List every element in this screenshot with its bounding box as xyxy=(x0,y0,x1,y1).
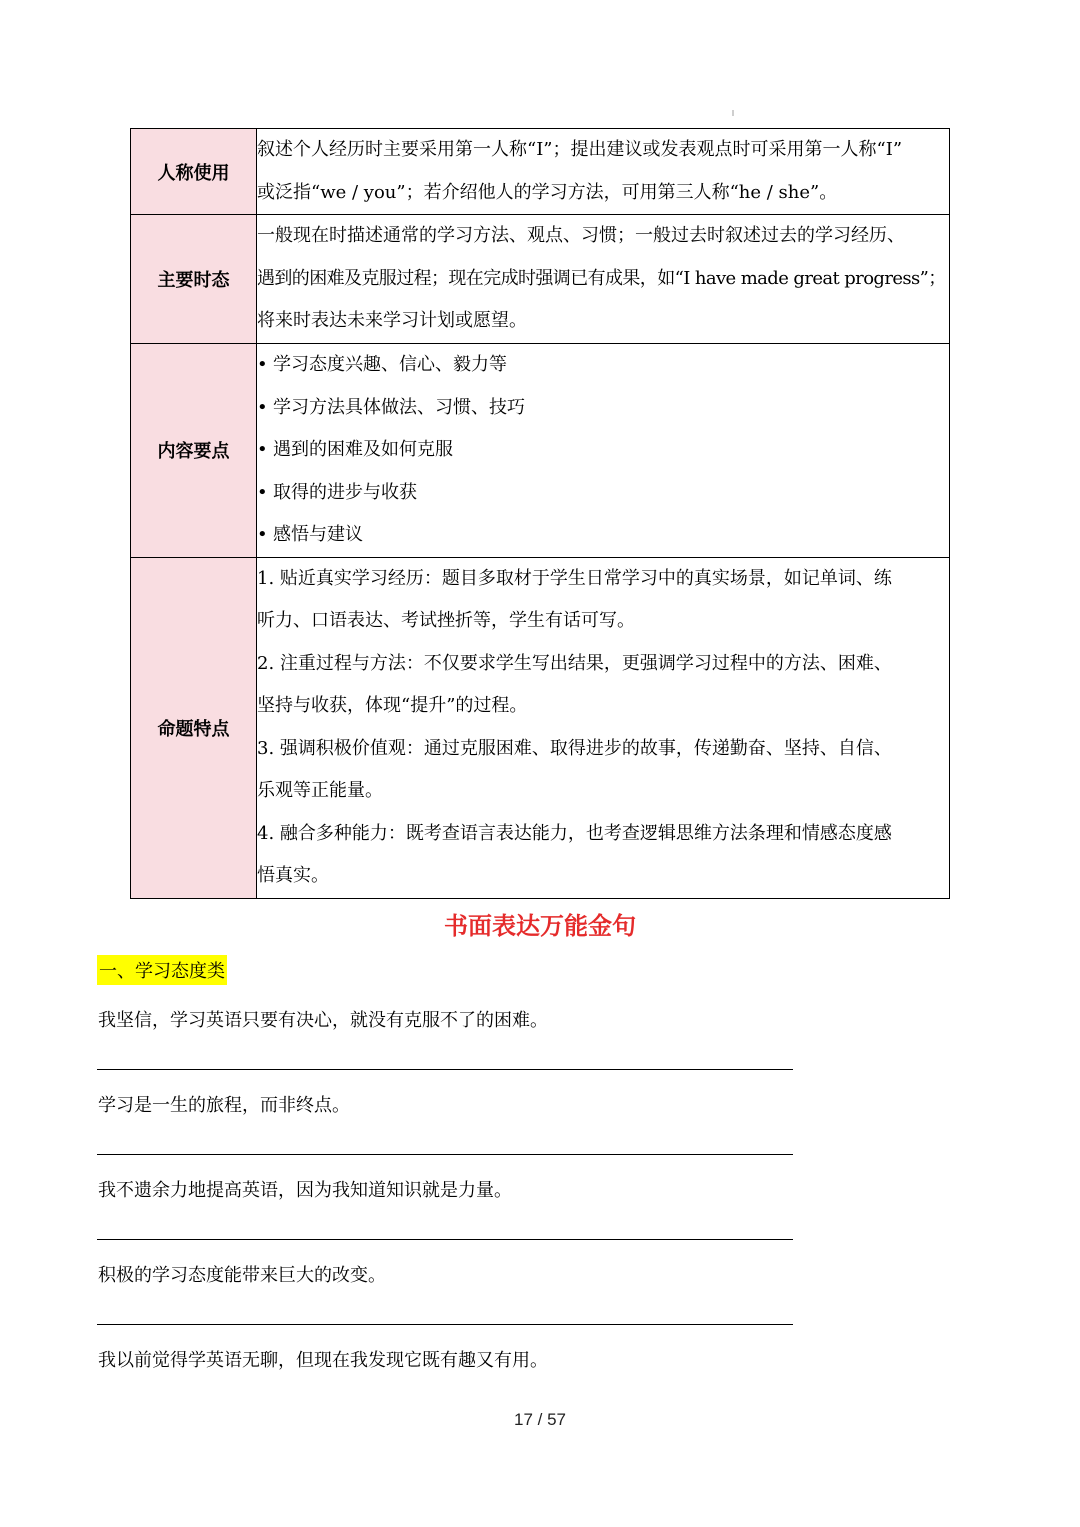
list-item xyxy=(257,514,949,557)
bullet-icon: • xyxy=(257,396,268,418)
content-line: 4. 融合多种能力：既考查语言表达能力，也考查逻辑思维方法条理和情感态度感 xyxy=(257,822,892,844)
row-label: 人称使用 xyxy=(131,129,257,215)
sentence-prompt: 我以前觉得学英语无聊，但现在我发现它既有趣又有用。 xyxy=(98,1350,548,1371)
bullet-icon: • xyxy=(257,439,268,460)
content-line: 将来时表达未来学习计划或愿望。 xyxy=(257,310,527,332)
page-mark xyxy=(732,110,734,116)
category-heading: 一、学习态度类 xyxy=(97,955,227,985)
row-content xyxy=(257,129,950,215)
content-line: 叙述个人经历时主要采用第一人称“I”；提出建议或发表观点时可采用第一人称“I” xyxy=(257,139,903,160)
page-number: 17 / 57 xyxy=(514,1410,566,1429)
section-title: 书面表达万能金句 xyxy=(444,912,636,940)
answer-line[interactable] xyxy=(97,1239,793,1240)
list-item xyxy=(257,387,949,430)
list-item-text: 取得的进步与收获 xyxy=(273,481,417,503)
answer-line[interactable] xyxy=(97,1154,793,1155)
table-row xyxy=(131,215,950,344)
list-item xyxy=(257,344,949,387)
list-item-text: 学习方法具体做法、习惯、技巧 xyxy=(273,396,525,418)
content-line: 3. 强调积极价值观：通过克服困难、取得进步的故事，传递勤奋、坚持、自信、 xyxy=(257,737,892,759)
row-content xyxy=(257,557,950,898)
list-item xyxy=(257,429,949,472)
answer-line[interactable] xyxy=(97,1324,793,1325)
content-line: 一般现在时描述通常的学习方法、观点、习惯；一般过去时叙述过去的学习经历、 xyxy=(257,225,905,247)
content-line: 2. 注重过程与方法：不仅要求学生写出结果，更强调学习过程中的方法、困难、 xyxy=(257,652,892,674)
content-line: 听力、口语表达、考试挫折等，学生有话可写。 xyxy=(257,610,635,631)
table-row xyxy=(131,344,950,558)
bullet-icon: • xyxy=(257,481,268,503)
row-label: 主要时态 xyxy=(131,215,257,344)
writing-guide-table xyxy=(130,128,950,899)
sentence-prompt: 我不遗余力地提高英语，因为我知道知识就是力量。 xyxy=(98,1180,512,1201)
sentence-prompt: 积极的学习态度能带来巨大的改变。 xyxy=(98,1265,386,1286)
sentence-prompt: 我坚信，学习英语只要有决心，就没有克服不了的困难。 xyxy=(98,1010,548,1031)
list-item-text: 遇到的困难及如何克服 xyxy=(273,439,453,460)
content-line: 坚持与收获，体现“提升”的过程。 xyxy=(257,695,528,716)
content-line: 或泛指“we / you”；若介绍他人的学习方法，可用第三人称“he / she”。 xyxy=(257,181,838,203)
row-content xyxy=(257,215,950,344)
sentence-prompt: 学习是一生的旅程，而非终点。 xyxy=(98,1095,350,1116)
bullet-icon: • xyxy=(257,354,268,375)
answer-line[interactable] xyxy=(97,1069,793,1070)
list-item-text: 学习态度兴趣、信心、毅力等 xyxy=(273,354,507,375)
content-line: 悟真实。 xyxy=(257,865,329,886)
list-item xyxy=(257,472,949,515)
content-line: 遇到的困难及克服过程；现在完成时强调已有成果，如“I have made great progress”； xyxy=(257,267,946,289)
table-row xyxy=(131,129,950,215)
row-content xyxy=(257,344,950,558)
row-label: 命题特点 xyxy=(131,557,257,898)
content-line: 1. 贴近真实学习经历：题目多取材于学生日常学习中的真实场景，如记单词、练 xyxy=(257,567,892,589)
row-label: 内容要点 xyxy=(131,344,257,558)
content-line: 乐观等正能量。 xyxy=(257,780,383,801)
bullet-icon: • xyxy=(257,524,268,545)
list-item-text: 感悟与建议 xyxy=(273,524,363,545)
table-row xyxy=(131,557,950,898)
